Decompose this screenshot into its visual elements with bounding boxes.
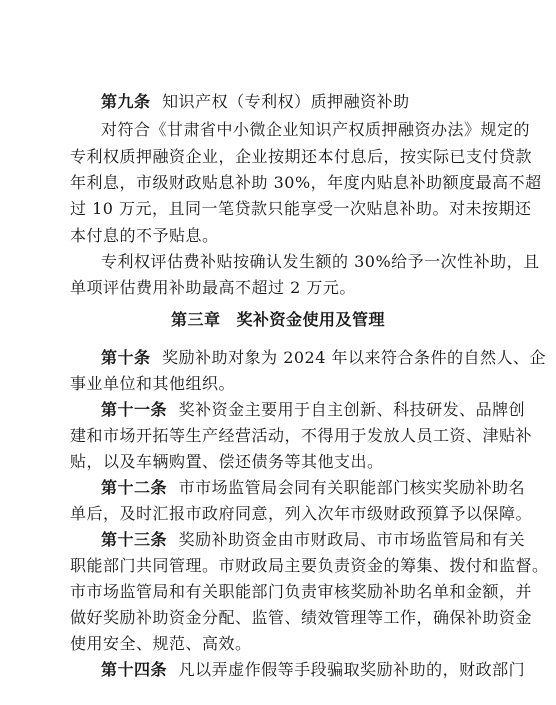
article-14-label: 第十四条 xyxy=(101,660,168,679)
article-11-first-line xyxy=(101,400,556,420)
article-13-first-line xyxy=(101,530,556,550)
article-13-line: 使用安全、规范、高效。 xyxy=(70,634,252,653)
article-13-line: 市市场监管局和有关职能部门负责审核奖励补助名单和金额，并 xyxy=(70,582,533,601)
article-13-label: 第十三条 xyxy=(101,530,168,549)
article-12-text: 市市场监管局会同有关职能部门核实奖励补助名 xyxy=(178,478,526,497)
article-11-line: 贴，以及车辆购置、偿还债务等其他支出。 xyxy=(70,452,384,471)
article-11-text: 奖补资金主要用于自主创新、科技研发、品牌创 xyxy=(178,400,526,419)
article-13-line: 做好奖励补助资金分配、监管、绩效管理等工作，确保补助资金 xyxy=(70,608,533,627)
article-9-para1-line: 年利息，市级财政贴息补助 30%，年度内贴息补助额度最高不超 xyxy=(70,173,542,192)
article-11-label: 第十一条 xyxy=(101,400,168,419)
article-14-first-line xyxy=(101,660,556,680)
article-9-para1-line: 专利权质押融资企业，企业按期还本付息后，按实际已支付贷款 xyxy=(70,147,533,166)
article-9-label: 第九条 xyxy=(101,92,151,111)
article-9-para1-line: 过 10 万元，且同一笔贷款只能享受一次贴息补助。对未按期还 xyxy=(70,199,532,218)
article-12-first-line xyxy=(101,478,556,498)
article-12-line: 单后，及时汇报市政府同意，列入次年市级财政预算予以保障。 xyxy=(70,504,533,523)
article-9-para2-line: 专利权评估费补贴按确认发生额的 30%给予一次性补助，且 xyxy=(101,252,540,271)
article-10-text: 奖励补助对象为 2024 年以来符合条件的自然人、企 xyxy=(162,348,547,367)
article-14-text: 凡以弄虚作假等手段骗取奖励补助的，财政部门 xyxy=(178,660,526,679)
article-9-para1-line: 本付息的不予贴息。 xyxy=(70,226,219,245)
article-10-label: 第十条 xyxy=(101,348,151,367)
article-10-first-line xyxy=(101,348,556,368)
chapter-3-number: 第三章 xyxy=(170,310,221,329)
article-10-line: 事业单位和其他组织。 xyxy=(70,374,236,393)
chapter-3-title: 奖补资金使用及管理 xyxy=(236,310,386,329)
article-9-title: 知识产权（专利权）质押融资补助 xyxy=(162,92,410,111)
article-9-para1-line: 对符合《甘肃省中小微企业知识产权质押融资办法》规定的 xyxy=(101,120,531,139)
article-9-para2-line: 单项评估费用补助最高不超过 2 万元。 xyxy=(70,278,356,297)
article-12-label: 第十二条 xyxy=(101,478,168,497)
article-11-line: 建和市场开拓等生产经营活动，不得用于发放人员工资、津贴补 xyxy=(70,426,533,445)
article-13-text: 奖励补助资金由市财政局、市市场监管局和有关 xyxy=(178,530,526,549)
article-13-line: 职能部门共同管理。市财政局主要负责资金的筹集、拨付和监督。 xyxy=(70,556,549,575)
chapter-3-heading xyxy=(0,310,556,330)
article-9-heading xyxy=(101,92,556,112)
